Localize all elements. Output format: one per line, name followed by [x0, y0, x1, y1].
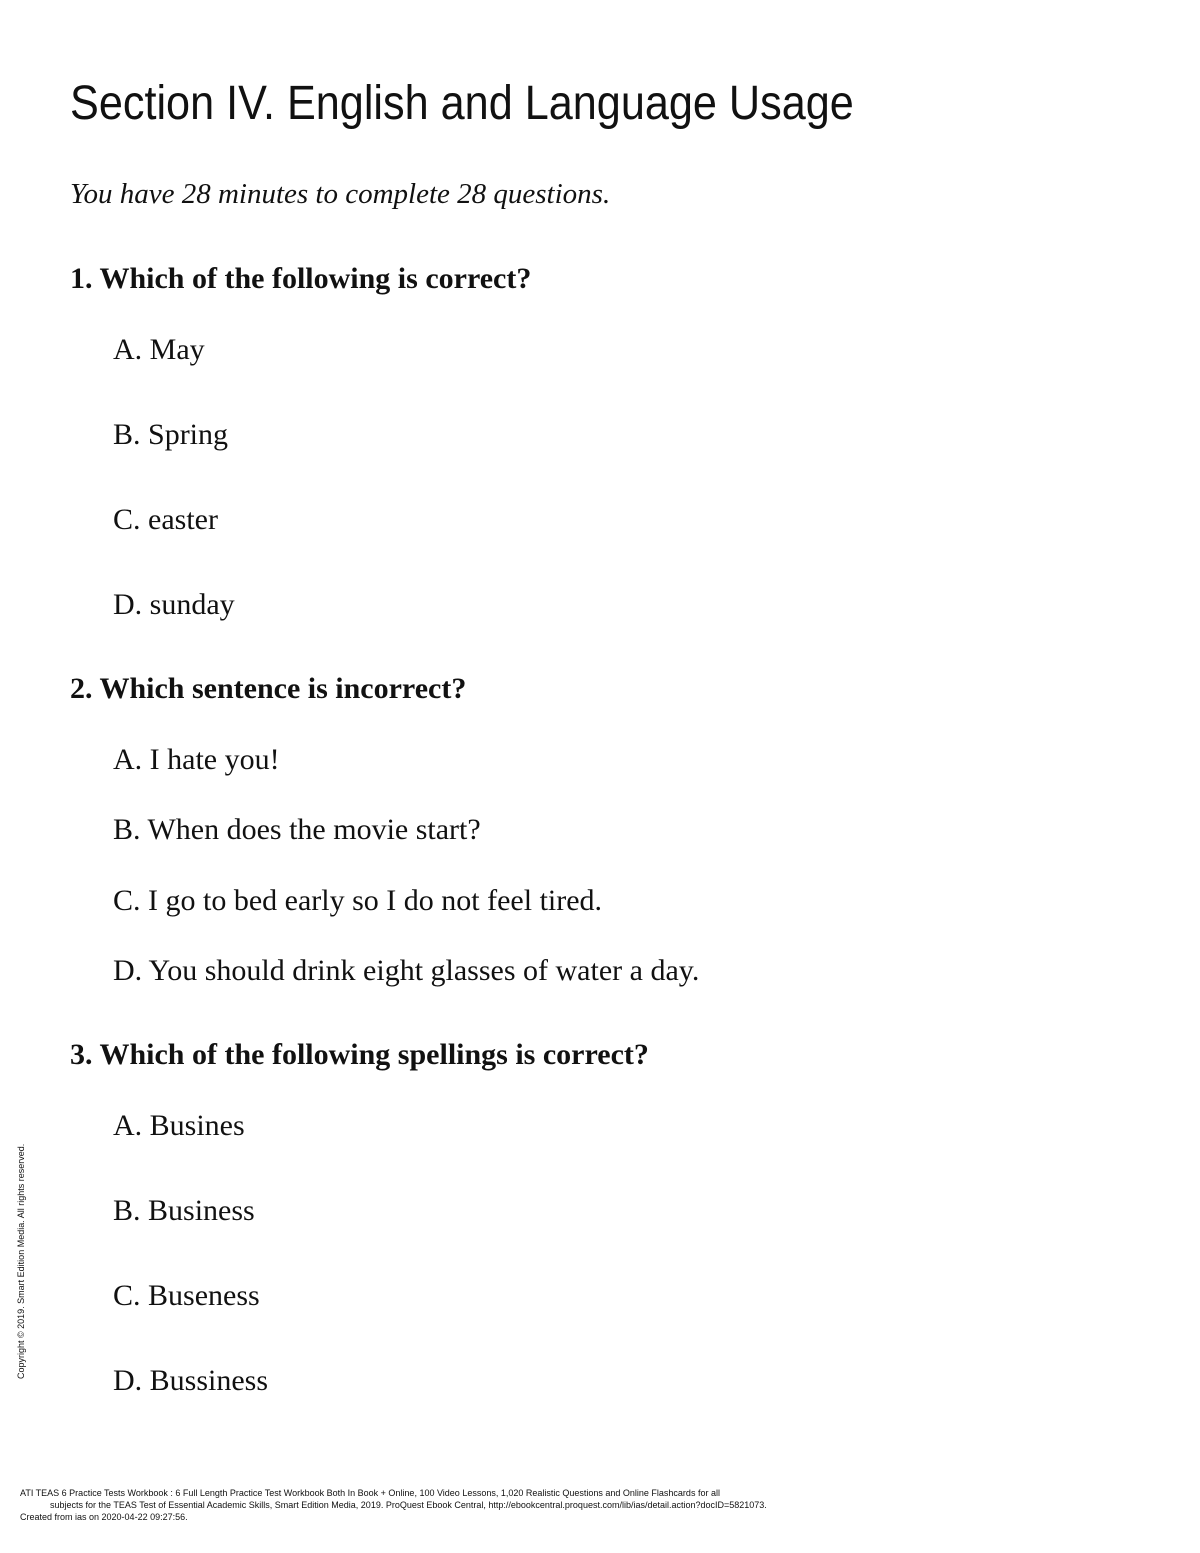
question-2-option-d: D. You should drink eight glasses of water a day.	[113, 954, 700, 987]
question-2-option-c: C. I go to bed early so I do not feel tired.	[113, 884, 603, 917]
footer-line-3: Created from ias on 2020-04-22 09:27:56.	[20, 1512, 188, 1522]
footer-line-2: subjects for the TEAS Test of Essential Academic Skills, Smart Edition Media, 2019. ProQuest Ebook Central, http://ebookcentral.proquest.com/lib/ias/detail.action?docID=5821073.	[50, 1500, 767, 1510]
question-1-prompt: 1. Which of the following is correct?	[70, 262, 532, 295]
question-2-prompt: 2. Which sentence is incorrect?	[70, 672, 467, 705]
question-1-option-c: C. easter	[113, 503, 218, 536]
question-1-option-b: B. Spring	[113, 418, 229, 451]
question-1-option-a: A. May	[113, 333, 205, 366]
question-1-option-d: D. sunday	[113, 588, 235, 621]
question-3-option-c: C. Buseness	[113, 1279, 260, 1312]
side-copyright-notice: Copyright © 2019. Smart Edition Media. All rights reserved.	[16, 1143, 26, 1379]
question-3-prompt: 3. Which of the following spellings is correct?	[70, 1038, 649, 1071]
intro-text: You have 28 minutes to complete 28 questions.	[70, 178, 611, 210]
question-3-option-a: A. Busines	[113, 1109, 245, 1142]
footer-line-1: ATI TEAS 6 Practice Tests Workbook : 6 Full Length Practice Test Workbook Both In Book + Online, 100 Video Lessons, 1,020 Realistic Questions and Online Flashcards for all	[20, 1488, 720, 1498]
question-3-option-d: D. Bussiness	[113, 1364, 269, 1397]
section-heading: Section IV. English and Language Usage	[70, 77, 854, 130]
footer-citation	[20, 1487, 1080, 1523]
question-2-option-b: B. When does the movie start?	[113, 813, 481, 846]
question-3-option-b: B. Business	[113, 1194, 255, 1227]
question-2-option-a: A. I hate you!	[113, 743, 280, 776]
